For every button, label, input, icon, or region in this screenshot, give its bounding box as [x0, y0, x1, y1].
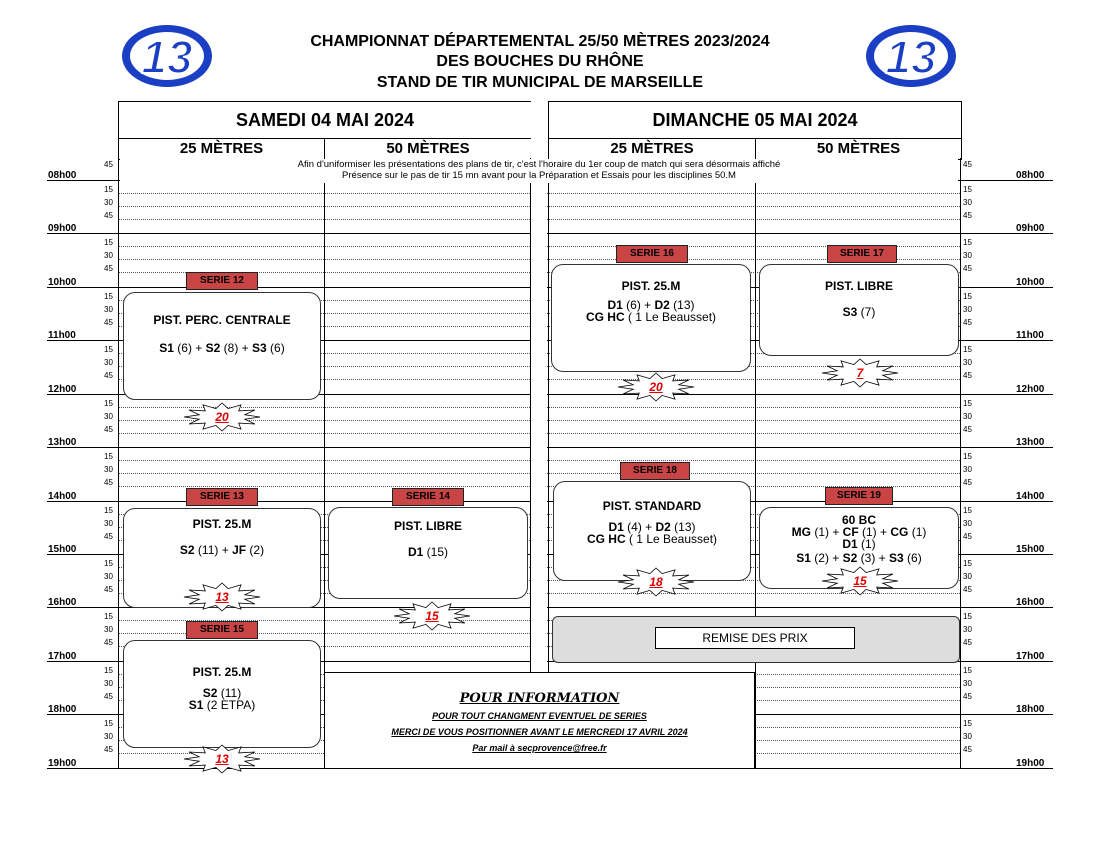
- serie-15-title: PIST. 25.M: [192, 665, 252, 679]
- serie-16-line-1: D1 (6) + D2 (13): [607, 298, 695, 312]
- quarter-label: 45: [963, 211, 972, 220]
- quarter-label: 30: [963, 465, 972, 474]
- quarter-label: 45: [104, 211, 113, 220]
- quarter-label: 45: [963, 318, 972, 327]
- quarter-label: 45: [963, 160, 972, 169]
- quarter-label: 30: [104, 251, 113, 260]
- quarter-label: 15: [963, 666, 972, 675]
- sat-50m-header: 50 MÈTRES: [324, 139, 532, 160]
- hour-label: 18h00: [48, 704, 77, 715]
- serie-12-line-1: S1 (6) + S2 (8) + S3 (6): [159, 341, 285, 355]
- serie-16-line-2: CG HC ( 1 Le Beausset): [585, 310, 717, 324]
- quarter-label: 15: [963, 612, 972, 621]
- title-line-2: DES BOUCHES DU RHÔNE: [436, 53, 644, 70]
- serie-17-line-1: S3 (7): [842, 305, 876, 319]
- info-line-1: POUR TOUT CHANGMENT EVENTUEL DE SERIES: [432, 711, 647, 721]
- hour-label: 18h00: [1016, 704, 1045, 715]
- quarter-label: 45: [963, 532, 972, 541]
- quarter-label: 45: [963, 478, 972, 487]
- serie-16-tag: SERIE 16: [616, 245, 688, 263]
- info-line-2: MERCI DE VOUS POSITIONNER AVANT LE MERCREDI 17 AVRIL 2024: [391, 727, 688, 737]
- quarter-label: 45: [104, 371, 113, 380]
- hour-label: 15h00: [48, 544, 77, 555]
- quarter-label: 30: [963, 679, 972, 688]
- hour-label: 11h00: [1016, 330, 1044, 341]
- quarter-label: 45: [104, 692, 113, 701]
- hour-label: 19h00: [48, 758, 77, 769]
- logo-text: 13: [141, 31, 193, 83]
- quarter-label: 30: [963, 572, 972, 581]
- quarter-label: 45: [963, 638, 972, 647]
- serie-19-title: 60 BC: [841, 513, 876, 527]
- column-line: [755, 158, 756, 768]
- info-box: [324, 672, 755, 769]
- hour-label: 17h00: [1016, 651, 1045, 662]
- serie-19-burst: 15: [820, 566, 900, 596]
- quarter-label: 45: [963, 371, 972, 380]
- quarter-label: 45: [963, 585, 972, 594]
- quarter-label: 30: [963, 305, 972, 314]
- serie-16-box: [551, 264, 751, 372]
- hour-label: 16h00: [48, 597, 77, 608]
- quarter-label: 30: [104, 412, 113, 421]
- quarter-label: 15: [104, 345, 113, 354]
- serie-18-title: PIST. STANDARD: [602, 499, 702, 513]
- quarter-label: 30: [104, 519, 113, 528]
- serie-16-burst: 20: [616, 372, 696, 402]
- sat-25m-header: 25 MÈTRES: [118, 139, 325, 160]
- hour-label: 08h00: [48, 170, 77, 181]
- serie-12-burst: 20: [182, 402, 262, 432]
- serie-17-title: PIST. LIBRE: [824, 279, 893, 293]
- serie-12-tag: SERIE 12: [186, 272, 258, 290]
- quarter-label: 30: [104, 625, 113, 634]
- sun-50m-header: 50 MÈTRES: [755, 139, 962, 160]
- serie-14-title: PIST. LIBRE: [393, 519, 462, 533]
- serie-17-burst: 7: [820, 358, 900, 388]
- column-line: [118, 158, 119, 768]
- quarter-label: 15: [963, 559, 972, 568]
- quarter-label: 15: [104, 559, 113, 568]
- hour-label: 13h00: [1016, 437, 1045, 448]
- quarter-label: 30: [963, 251, 972, 260]
- quarter-label: 15: [104, 452, 113, 461]
- column-line: [960, 158, 961, 768]
- serie-14-tag: SERIE 14: [392, 488, 464, 506]
- quarter-label: 45: [963, 425, 972, 434]
- hour-label: 14h00: [48, 491, 77, 502]
- serie-13-title: PIST. 25.M: [192, 517, 252, 531]
- hour-label: 12h00: [1016, 384, 1045, 395]
- quarter-label: 45: [963, 264, 972, 273]
- quarter-label: 45: [963, 692, 972, 701]
- serie-13-burst: 13: [182, 582, 262, 612]
- hour-label: 11h00: [48, 330, 76, 341]
- quarter-label: 30: [963, 412, 972, 421]
- quarter-label: 15: [963, 506, 972, 515]
- hour-line: [47, 447, 1053, 448]
- hour-line: [47, 233, 1053, 234]
- hour-label: 15h00: [1016, 544, 1045, 555]
- quarter-label: 30: [963, 732, 972, 741]
- quarter-label: 45: [104, 318, 113, 327]
- serie-17-box: [759, 264, 959, 356]
- notice-box: [120, 159, 958, 183]
- serie-19-line-2: D1 (1): [842, 537, 876, 551]
- quarter-label: 45: [104, 478, 113, 487]
- quarter-label: 15: [963, 719, 972, 728]
- quarter-label: 30: [104, 572, 113, 581]
- serie-19-tag: SERIE 19: [825, 487, 893, 505]
- saturday-header: SAMEDI 04 MAI 2024: [118, 101, 532, 139]
- sunday-header: DIMANCHE 05 MAI 2024: [548, 101, 962, 139]
- quarter-label: 15: [104, 612, 113, 621]
- serie-13-tag: SERIE 13: [186, 488, 258, 506]
- serie-13-line-1: S2 (11) + JF (2): [179, 543, 265, 557]
- hour-label: 12h00: [48, 384, 77, 395]
- quarter-label: 30: [963, 358, 972, 367]
- serie-19-line-3: S1 (2) + S2 (3) + S3 (6): [796, 551, 922, 565]
- serie-12-title: PIST. PERC. CENTRALE: [153, 313, 291, 327]
- hour-label: 17h00: [48, 651, 77, 662]
- sun-25m-header: 25 MÈTRES: [548, 139, 756, 160]
- title-line-1: CHAMPIONNAT DÉPARTEMENTAL 25/50 MÈTRES 2023/2024: [310, 33, 770, 50]
- quarter-label: 45: [104, 638, 113, 647]
- quarter-label: 15: [104, 238, 113, 247]
- hour-label: 16h00: [1016, 597, 1045, 608]
- quarter-label: 15: [963, 238, 972, 247]
- quarter-label: 30: [963, 625, 972, 634]
- serie-15-line-1: S2 (11): [202, 686, 242, 700]
- title-line-3: STAND DE TIR MUNICIPAL DE MARSEILLE: [376, 74, 704, 91]
- serie-19-line-1: MG (1) + CF (1) + CG (1): [791, 525, 927, 539]
- quarter-label: 30: [104, 198, 113, 207]
- info-title: POUR INFORMATION: [459, 691, 620, 706]
- quarter-label: 30: [104, 679, 113, 688]
- quarter-label: 15: [963, 345, 972, 354]
- quarter-label: 45: [104, 532, 113, 541]
- quarter-label: 30: [104, 305, 113, 314]
- serie-16-title: PIST. 25.M: [621, 279, 681, 293]
- quarter-label: 45: [104, 425, 113, 434]
- quarter-label: 45: [104, 160, 113, 169]
- serie-18-line-1: D1 (4) + D2 (13): [608, 520, 696, 534]
- serie-15-box: [123, 640, 321, 748]
- serie-12-box: [123, 292, 321, 400]
- hour-label: 10h00: [1016, 277, 1045, 288]
- serie-14-box: [328, 507, 528, 599]
- serie-18-box: [553, 481, 751, 581]
- serie-15-tag: SERIE 15: [186, 621, 258, 639]
- notice-line-2: Présence sur le pas de tir 15 mn avant pour la Préparation et Essais pour les disciplines 50.M: [342, 170, 736, 181]
- logo-text: 13: [885, 31, 937, 83]
- quarter-label: 15: [104, 719, 113, 728]
- quarter-label: 15: [104, 292, 113, 301]
- day-separator: [531, 101, 547, 769]
- notice-line-1: Afin d'uniformiser les présentations des plans de tir, c'est l'horaire du 1er coup de match qui sera désormais affiché: [297, 159, 781, 170]
- quarter-label: 15: [963, 399, 972, 408]
- quarter-label: 15: [963, 292, 972, 301]
- hour-label: 10h00: [48, 277, 77, 288]
- serie-15-burst: 13: [182, 744, 262, 774]
- quarter-label: 45: [104, 264, 113, 273]
- hour-label: 13h00: [48, 437, 77, 448]
- quarter-label: 15: [104, 399, 113, 408]
- quarter-label: 30: [963, 519, 972, 528]
- quarter-label: 15: [963, 185, 972, 194]
- serie-14-line-1: D1 (15): [407, 545, 449, 559]
- quarter-label: 30: [104, 358, 113, 367]
- prize-label: REMISE DES PRIX: [655, 627, 855, 649]
- quarter-label: 45: [104, 745, 113, 754]
- quarter-label: 45: [104, 585, 113, 594]
- hour-label: 14h00: [1016, 491, 1045, 502]
- quarter-label: 15: [104, 506, 113, 515]
- info-line-3: Par mail à secprovence@free.fr: [472, 743, 607, 753]
- serie-18-tag: SERIE 18: [620, 462, 690, 480]
- hour-label: 09h00: [1016, 223, 1045, 234]
- hour-label: 09h00: [48, 223, 77, 234]
- serie-15-line-2: S1 (2 ETPA): [188, 698, 256, 712]
- hour-label: 19h00: [1016, 758, 1045, 769]
- quarter-label: 30: [104, 732, 113, 741]
- hour-label: 08h00: [1016, 170, 1045, 181]
- quarter-label: 45: [963, 745, 972, 754]
- quarter-label: 15: [963, 452, 972, 461]
- quarter-label: 15: [104, 666, 113, 675]
- serie-14-burst: 15: [392, 601, 472, 631]
- serie-17-tag: SERIE 17: [827, 245, 897, 263]
- quarter-label: 15: [104, 185, 113, 194]
- quarter-label: 30: [104, 465, 113, 474]
- prize-block: [552, 616, 960, 663]
- serie-18-burst: 18: [616, 567, 696, 597]
- serie-18-line-2: CG HC ( 1 Le Beausset): [586, 532, 718, 546]
- quarter-label: 30: [963, 198, 972, 207]
